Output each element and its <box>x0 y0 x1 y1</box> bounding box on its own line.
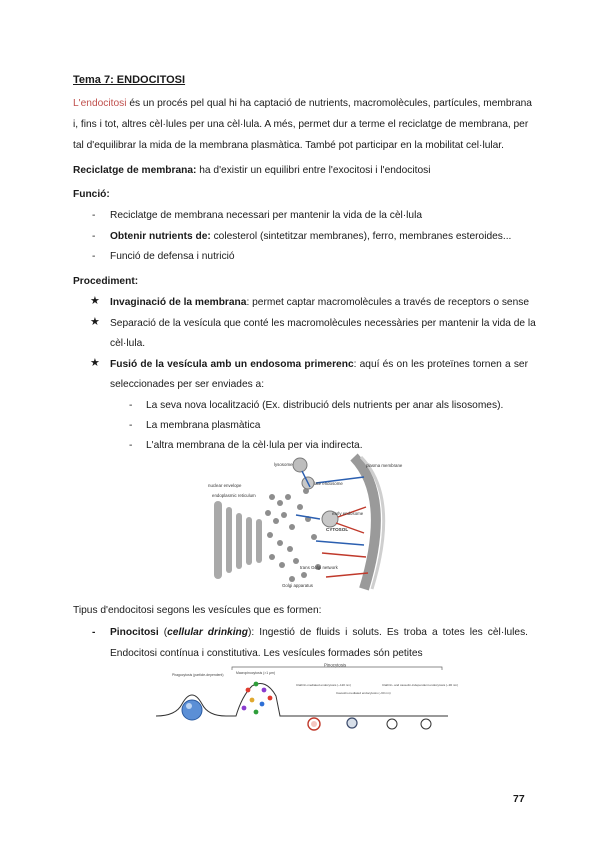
plasma-membrane-shape <box>354 457 376 589</box>
funcio-item-2 <box>110 230 511 243</box>
procediment-step-2-line-1: Separació de la vesícula que conté les macromolècules necessàries per mantenir la vida de la <box>110 318 536 329</box>
funcio-item-2-text: colesterol (sintetitzar membranes), ferro, membranes esteroides... <box>210 231 512 242</box>
endocytic-pathway-figure <box>196 457 402 589</box>
subitem-2: La membrana plasmàtica <box>146 420 261 431</box>
endocytosis-types-figure <box>156 662 459 738</box>
intro-term: L'endocitosi <box>73 98 127 109</box>
funcio-item-3: Funció de defensa i nutrició <box>110 251 235 262</box>
procediment-step-2-line-2: cèl·lula. <box>110 338 146 349</box>
independent-vesicle-shape <box>421 719 431 729</box>
star-bullet-icon: ★ <box>90 295 100 307</box>
procediment-step-1 <box>110 296 529 309</box>
procediment-step-3 <box>110 358 528 371</box>
label-lysosome: lysosome <box>274 462 293 467</box>
bullet-dash: - <box>92 251 96 262</box>
recycling-label: Reciclatge de membrana: <box>73 165 197 176</box>
pinocitosi-rest: ): Ingestió de fluids i soluts. Es troba a totes les cèl·lules. <box>248 627 528 638</box>
label-cytosol: CYTOSOL <box>326 527 349 532</box>
pinocitosi-line-2: Endocitosi contínua i constitutiva. Les vesícules formades són petites <box>110 648 423 659</box>
intro-line-1-rest: és un procés pel qual hi ha captació de nutrients, macromolècules, partícules, membrana <box>126 98 532 109</box>
star-bullet-icon: ★ <box>90 316 100 328</box>
step-1-bold: Invaginació de la membrana <box>110 297 247 308</box>
step-3-bold: Fusió de la vesícula amb un endosoma primerenc <box>110 359 354 370</box>
caveolin-vesicle-shape <box>347 718 357 728</box>
bullet-dash: - <box>129 420 133 431</box>
subitem-1: La seva nova localització (Ex. distribució dels nutrients per anar als lisosomes). <box>146 400 504 411</box>
er-stack-shape <box>214 501 262 579</box>
label-caveolin: Caveolin-mediated endocytosis (~60 nm) <box>336 691 391 695</box>
label-pinocytosis: Pinocytosis <box>324 662 347 668</box>
star-bullet-icon: ★ <box>90 357 100 369</box>
independent-vesicle-shape <box>387 719 397 729</box>
phagocytosis-particle-shape <box>182 700 202 720</box>
lysosome-shape <box>293 458 307 472</box>
label-phagocytosis: Phagocytosis (particle-dependent) <box>172 673 224 677</box>
bullet-dash: - <box>92 627 96 638</box>
funcio-heading: Funció: <box>73 189 110 200</box>
label-plasma-membrane: plasma membrane <box>366 463 403 468</box>
step-3-text: : aquí és on les proteïnes tornen a ser <box>353 359 528 370</box>
label-clathrin: Clathrin-mediated endocytosis (~120 nm) <box>296 683 351 687</box>
intro-line-2: i, fins i tot, altres cèl·lules per una cèl·lula. A més, permet dur a terme el reciclatge de membrana, per <box>73 119 529 130</box>
label-late-endosome: late endosome <box>314 481 343 486</box>
label-independent: Clathrin- and caveolin-independent endocytosis (~90 nm) <box>382 683 459 687</box>
label-er: endoplasmic reticulum <box>212 493 256 498</box>
bullet-dash: - <box>129 440 133 451</box>
pinocitosi-line-1 <box>110 626 528 639</box>
procediment-step-3-line-2: seleccionades per ser enviades a: <box>110 379 265 390</box>
bullet-dash: - <box>129 400 133 411</box>
recycling-text: ha d'existir un equilibri entre l'exocitosi i l'endocitosi <box>196 165 431 176</box>
recycling-paragraph <box>73 164 430 177</box>
subitem-3: L'altra membrana de la cèl·lula per via indirecta. <box>146 440 363 451</box>
pinocitosi-open-paren: ( <box>158 627 168 638</box>
intro-line-1 <box>73 97 532 110</box>
step-1-text: : permet captar macromolècules a través de receptors o sense <box>246 297 530 308</box>
label-golgi: Golgi apparatus <box>282 583 313 588</box>
label-macropinocytosis: Macropinocytosis (>1 μm) <box>236 671 275 675</box>
pinocitosi-italic: cellular drinking <box>167 627 248 638</box>
procediment-heading: Procediment: <box>73 276 139 287</box>
page-title: Tema 7: ENDOCITOSI <box>73 74 186 86</box>
tipus-heading: Tipus d'endocitosi segons les vesícules que es formen: <box>73 605 322 616</box>
pinocitosi-term: Pinocitosi <box>110 627 159 638</box>
intro-line-3: tal d'equilibrar la mida de la membrana plasmàtica. També pot participar en la mobilitat cel·lular. <box>73 140 504 151</box>
bullet-dash: - <box>92 231 96 242</box>
label-early-endosome: early endosome <box>332 511 364 516</box>
clathrin-core-shape <box>311 721 317 727</box>
page-number: 77 <box>513 793 525 805</box>
label-nuclear-envelope: nuclear envelope <box>208 483 242 488</box>
bullet-dash: - <box>92 210 96 221</box>
label-trans-golgi: trans Golgi network <box>300 565 338 570</box>
funcio-item-1: Reciclatge de membrana necessari per mantenir la vida de la cèl·lula <box>110 210 423 221</box>
funcio-item-2-bold: Obtenir nutrients de: <box>110 231 211 242</box>
particle-highlight-shape <box>186 703 192 709</box>
